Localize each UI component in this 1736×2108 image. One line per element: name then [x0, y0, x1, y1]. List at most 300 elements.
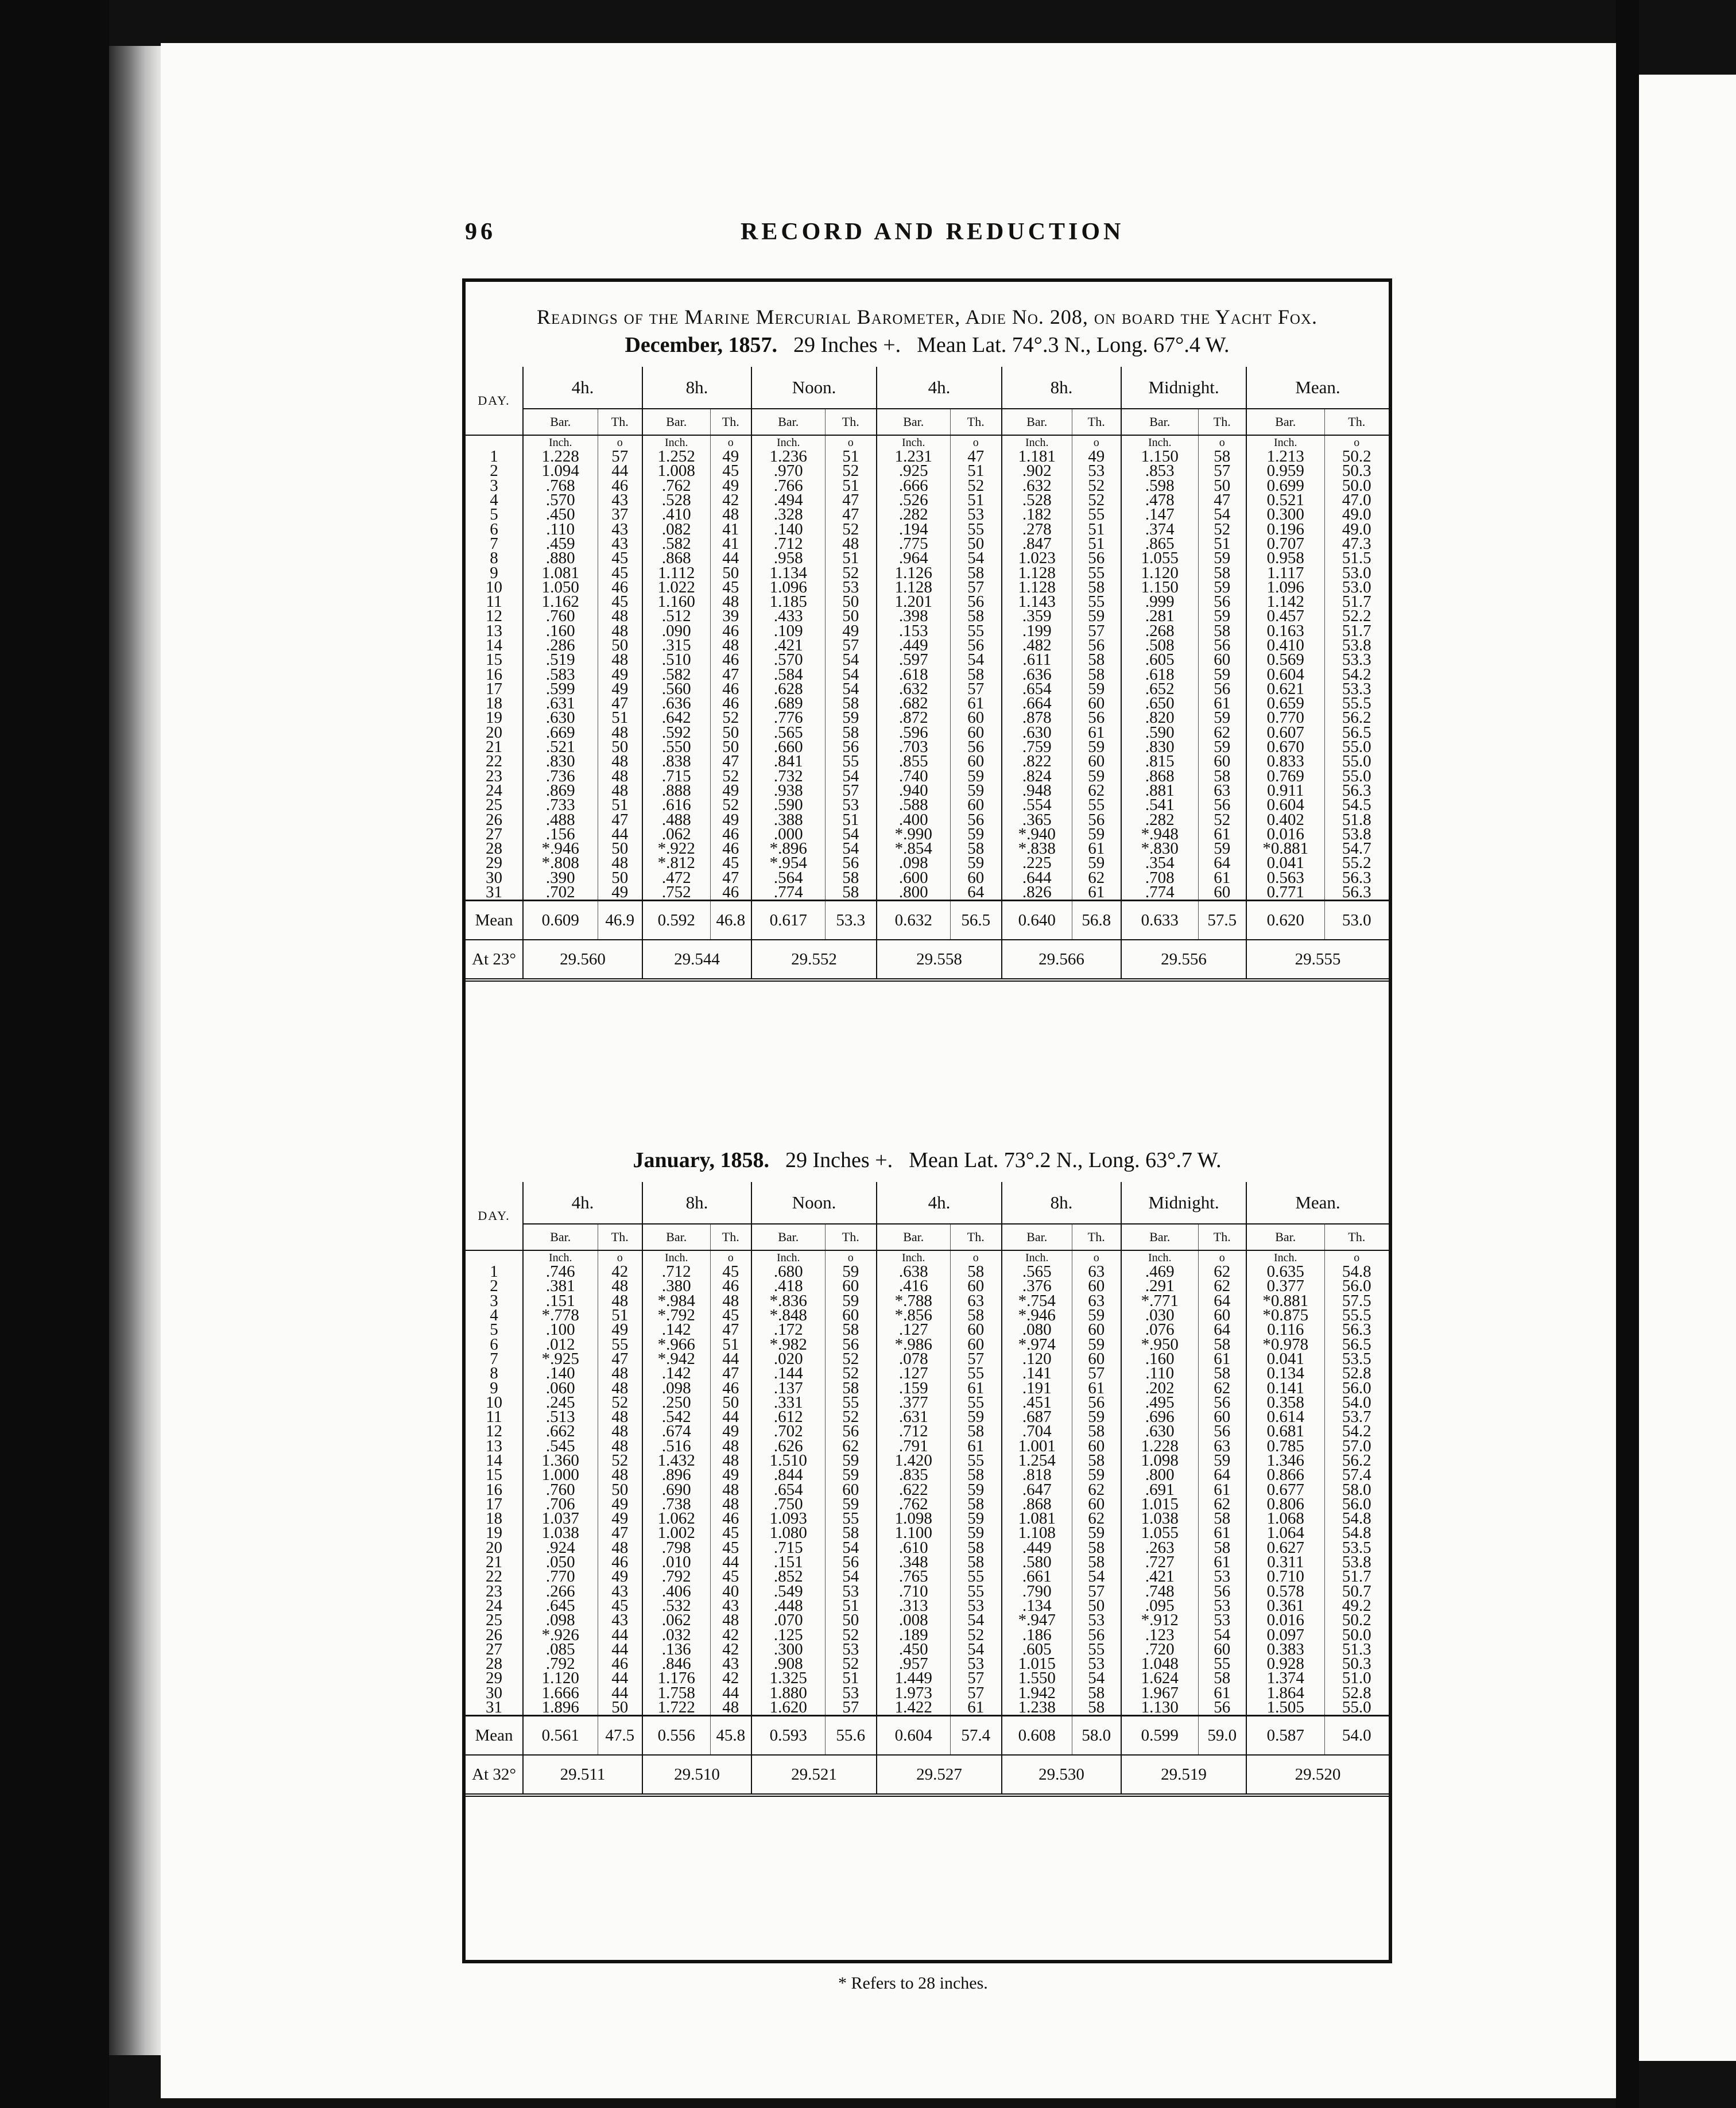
bar-cell: .156: [523, 827, 598, 842]
th-cell: 63: [1072, 1294, 1121, 1308]
day-cell: 29: [486, 854, 502, 873]
bar-cell: .286: [523, 638, 598, 653]
th-cell: 43: [710, 1599, 751, 1613]
bar-cell: .315: [642, 638, 710, 653]
bar-cell: .082: [642, 522, 710, 536]
bar-cell: 1.942: [1002, 1686, 1072, 1700]
bar-cell: .752: [642, 885, 710, 901]
day-cell: 21: [486, 738, 502, 757]
th-cell: 52: [825, 1410, 877, 1424]
day-cell: 16: [486, 665, 502, 684]
column-group-header: 4h.: [523, 367, 642, 409]
th-cell: 56: [950, 595, 1002, 609]
th-cell: 45: [710, 1308, 751, 1323]
day-cell: 26: [486, 1625, 502, 1644]
bar-cell: .798: [642, 1541, 710, 1555]
bar-subheader: Bar.: [751, 1224, 825, 1250]
th-cell: 56: [1072, 1628, 1121, 1642]
bar-cell: .225: [1002, 856, 1072, 870]
day-cell: 8: [490, 549, 498, 568]
bar-cell: 1.080: [751, 1526, 825, 1540]
th-cell: 51: [598, 711, 642, 725]
mean-th-cell: 57.4: [950, 1716, 1002, 1756]
bar-cell: 1.228: [523, 450, 598, 464]
th-cell: 58: [1072, 1541, 1121, 1555]
bar-cell: .513: [523, 1410, 598, 1424]
day-cell: 9: [490, 563, 498, 582]
column-group-header: 4h.: [877, 367, 1002, 409]
bar-cell: .136: [642, 1642, 710, 1657]
th-cell: 52.8: [1324, 1686, 1389, 1700]
th-subheader: Th.: [825, 1224, 877, 1250]
th-cell: 58: [1198, 769, 1246, 784]
day-cell: 31: [486, 1698, 502, 1717]
th-cell: 55: [1072, 507, 1121, 522]
bar-cell: .328: [751, 507, 825, 522]
bar-cell: 0.097: [1246, 1628, 1324, 1642]
bar-cell: 1.449: [877, 1671, 950, 1685]
bar-cell: *.848: [751, 1308, 825, 1323]
th-cell: 47: [710, 667, 751, 681]
th-cell: 46: [710, 1381, 751, 1395]
th-cell: 58: [950, 1541, 1002, 1555]
th-cell: 54: [825, 682, 877, 696]
bar-cell: .495: [1121, 1396, 1198, 1410]
bar-cell: 1.068: [1246, 1512, 1324, 1526]
bar-cell: 1.128: [1002, 580, 1072, 595]
day-cell: 3: [490, 1291, 498, 1310]
th-cell: 51: [598, 798, 642, 812]
th-cell: 50: [950, 537, 1002, 551]
bar-cell: .488: [642, 812, 710, 827]
th-cell: 48: [598, 754, 642, 769]
th-cell: 53.8: [1324, 1555, 1389, 1570]
th-subheader: Th.: [950, 1224, 1002, 1250]
bar-cell: .140: [523, 1366, 598, 1381]
th-cell: 58: [1198, 450, 1246, 464]
th-cell: 48: [598, 769, 642, 784]
th-cell: 45: [710, 464, 751, 478]
mean-bar-cell: 0.599: [1121, 1716, 1198, 1756]
bar-cell: 0.699: [1246, 479, 1324, 493]
th-cell: 57: [825, 638, 877, 653]
bar-cell: .628: [751, 682, 825, 696]
th-cell: 58: [1072, 580, 1121, 595]
bar-cell: .841: [751, 754, 825, 769]
unit-inch: Inch.: [523, 435, 598, 450]
bar-cell: .703: [877, 740, 950, 754]
bar-cell: .605: [1002, 1642, 1072, 1657]
bar-cell: *.925: [523, 1352, 598, 1366]
bar-cell: .151: [523, 1294, 598, 1308]
th-cell: 50: [710, 740, 751, 754]
day-cell: 6: [490, 520, 498, 538]
th-cell: 52.8: [1324, 1366, 1389, 1381]
th-cell: 56: [1072, 711, 1121, 725]
bar-cell: .482: [1002, 638, 1072, 653]
th-cell: 53: [825, 1584, 877, 1599]
th-cell: 48: [598, 609, 642, 623]
day-cell: 14: [486, 636, 502, 654]
bar-cell: *.788: [877, 1294, 950, 1308]
bar-cell: *.896: [751, 842, 825, 856]
reduced-value: 29.544: [642, 940, 751, 980]
th-cell: 60: [950, 711, 1002, 725]
inches-note: 29 Inches +.: [793, 333, 901, 357]
bar-cell: 0.041: [1246, 1352, 1324, 1366]
th-cell: 56.3: [1324, 1323, 1389, 1337]
th-cell: 58: [950, 565, 1002, 580]
bar-cell: .433: [751, 609, 825, 623]
bar-cell: .521: [523, 740, 598, 754]
day-cell: 5: [490, 505, 498, 524]
th-cell: 44: [598, 1686, 642, 1700]
bar-cell: .710: [877, 1584, 950, 1599]
th-cell: 55: [825, 1396, 877, 1410]
th-cell: 42: [710, 1642, 751, 1657]
bar-cell: .820: [1121, 711, 1198, 725]
bar-cell: .449: [1002, 1541, 1072, 1555]
th-cell: 48: [710, 1294, 751, 1308]
bar-cell: .144: [751, 1366, 825, 1381]
reduced-value: 29.555: [1246, 940, 1389, 980]
th-cell: 49: [710, 450, 751, 464]
inches-note: 29 Inches +.: [785, 1148, 893, 1172]
th-cell: 49: [598, 1323, 642, 1337]
th-subheader: Th.: [1198, 1224, 1246, 1250]
th-cell: 44: [598, 1628, 642, 1642]
bar-cell: 0.377: [1246, 1279, 1324, 1293]
th-cell: 51.0: [1324, 1671, 1389, 1685]
th-cell: 56: [950, 740, 1002, 754]
th-cell: 60: [825, 1279, 877, 1293]
bar-cell: 0.563: [1246, 871, 1324, 885]
th-cell: 56: [1072, 1396, 1121, 1410]
bar-cell: 1.130: [1121, 1700, 1198, 1716]
bar-cell: 1.142: [1246, 595, 1324, 609]
bar-cell: 0.635: [1246, 1265, 1324, 1279]
bar-subheader: Bar.: [1002, 1224, 1072, 1250]
th-cell: 45: [710, 1526, 751, 1540]
th-cell: 64: [1198, 1323, 1246, 1337]
th-cell: 48: [598, 1424, 642, 1439]
bar-cell: .970: [751, 464, 825, 478]
th-cell: 58: [1198, 1512, 1246, 1526]
bar-cell: .421: [1121, 1570, 1198, 1584]
day-cell: 16: [486, 1480, 502, 1499]
th-cell: 48: [598, 856, 642, 870]
th-cell: 47: [950, 450, 1002, 464]
reduced-row: [466, 1755, 1389, 1795]
bar-cell: .750: [751, 1497, 825, 1512]
th-cell: 60: [950, 754, 1002, 769]
bar-cell: .100: [523, 1323, 598, 1337]
bar-cell: 1.112: [642, 565, 710, 580]
th-cell: 49: [598, 1570, 642, 1584]
page-number: 96: [465, 219, 496, 245]
bar-cell: *0.978: [1246, 1337, 1324, 1351]
bar-cell: 0.569: [1246, 653, 1324, 667]
bar-cell: *.922: [642, 842, 710, 856]
bar-cell: 1.120: [1121, 565, 1198, 580]
th-cell: 47: [710, 871, 751, 885]
th-cell: 60: [1072, 1323, 1121, 1337]
th-cell: 53.5: [1324, 1541, 1389, 1555]
th-cell: 58: [950, 1265, 1002, 1279]
bar-cell: .660: [751, 740, 825, 754]
th-cell: 57: [950, 1352, 1002, 1366]
th-cell: 58: [1072, 1454, 1121, 1468]
th-cell: 58: [825, 1381, 877, 1395]
bar-cell: .365: [1002, 812, 1072, 827]
unit-degree: o: [1198, 1250, 1246, 1265]
th-cell: 55.0: [1324, 1700, 1389, 1716]
bar-cell: .160: [1121, 1352, 1198, 1366]
bar-cell: 1.128: [1002, 565, 1072, 580]
th-cell: 58: [825, 871, 877, 885]
th-cell: 55: [950, 522, 1002, 536]
month-caption-1: [466, 1148, 1389, 1173]
bar-cell: .597: [877, 653, 950, 667]
unit-degree: o: [1072, 435, 1121, 450]
th-cell: 48: [598, 1279, 642, 1293]
th-cell: 57: [1072, 624, 1121, 638]
bar-cell: .824: [1002, 769, 1072, 784]
bar-cell: .736: [523, 769, 598, 784]
bar-cell: .421: [751, 638, 825, 653]
th-cell: 52: [1198, 522, 1246, 536]
bar-cell: 1.008: [642, 464, 710, 478]
bar-cell: 1.120: [523, 1671, 598, 1685]
day-cell: 15: [486, 650, 502, 669]
bar-cell: .020: [751, 1352, 825, 1366]
bar-cell: 0.627: [1246, 1541, 1324, 1555]
mean-row: [466, 901, 1389, 940]
bar-cell: 0.958: [1246, 551, 1324, 565]
bar-cell: .151: [751, 1555, 825, 1570]
bar-cell: 0.677: [1246, 1482, 1324, 1497]
bar-cell: .450: [877, 1642, 950, 1657]
th-cell: 43: [598, 1613, 642, 1628]
bar-cell: 0.771: [1246, 885, 1324, 901]
th-cell: 47: [1198, 493, 1246, 507]
th-cell: 57: [598, 450, 642, 464]
mean-bar-cell: 0.561: [523, 1716, 598, 1756]
th-cell: 53.5: [1324, 1352, 1389, 1366]
bar-cell: 0.402: [1246, 812, 1324, 827]
th-cell: 61: [1198, 827, 1246, 842]
bar-cell: .760: [523, 1482, 598, 1497]
bar-cell: 0.806: [1246, 1497, 1324, 1512]
th-cell: 52: [825, 1657, 877, 1671]
bar-cell: 0.785: [1246, 1439, 1324, 1454]
day-cell: 19: [486, 1524, 502, 1543]
th-cell: 43: [598, 1584, 642, 1599]
th-subheader: Th.: [950, 409, 1002, 435]
bar-cell: .720: [1121, 1642, 1198, 1657]
mean-bar-cell: 0.633: [1121, 901, 1198, 940]
day-cell: 28: [486, 1654, 502, 1673]
bar-cell: .398: [877, 609, 950, 623]
th-cell: 54: [1072, 1671, 1121, 1685]
unit-inch: Inch.: [1246, 1250, 1324, 1265]
th-cell: 54: [950, 551, 1002, 565]
th-cell: 50: [1072, 1599, 1121, 1613]
th-cell: 59: [950, 769, 1002, 784]
th-cell: 49: [598, 682, 642, 696]
th-cell: 58: [1072, 667, 1121, 681]
bar-cell: .600: [877, 871, 950, 885]
bar-cell: .291: [1121, 1279, 1198, 1293]
bar-cell: .865: [1121, 537, 1198, 551]
column-group-header: 8h.: [642, 1182, 751, 1224]
th-cell: 47: [710, 754, 751, 769]
bar-cell: .715: [642, 769, 710, 784]
bar-cell: .032: [642, 1628, 710, 1642]
bar-cell: 0.604: [1246, 798, 1324, 812]
day-cell: 15: [486, 1466, 502, 1485]
bar-cell: 0.681: [1246, 1424, 1324, 1439]
bar-cell: 1.967: [1121, 1686, 1198, 1700]
unit-inch: Inch.: [1002, 1250, 1072, 1265]
th-cell: 59: [1198, 609, 1246, 623]
table-frame: [462, 278, 1392, 1963]
day-cell: 27: [486, 824, 502, 843]
bar-cell: .632: [877, 682, 950, 696]
bar-cell: 1.346: [1246, 1454, 1324, 1468]
th-cell: 50: [825, 1613, 877, 1628]
bar-cell: 1.973: [877, 1686, 950, 1700]
th-cell: 45: [710, 856, 751, 870]
th-cell: 54: [825, 653, 877, 667]
bar-cell: .691: [1121, 1482, 1198, 1497]
bar-cell: 1.150: [1121, 450, 1198, 464]
bar-cell: .123: [1121, 1628, 1198, 1642]
mean-th-cell: 55.6: [825, 1716, 877, 1756]
bar-cell: *.808: [523, 856, 598, 870]
day-cell: 5: [490, 1320, 498, 1339]
bar-cell: 0.710: [1246, 1570, 1324, 1584]
th-cell: 51.8: [1324, 812, 1389, 827]
th-cell: 54: [825, 1541, 877, 1555]
mean-bar-cell: 0.604: [877, 1716, 950, 1756]
bar-cell: .127: [877, 1323, 950, 1337]
bar-cell: .838: [642, 754, 710, 769]
th-cell: 54: [825, 842, 877, 856]
bar-cell: .712: [751, 537, 825, 551]
mean-th-cell: 57.5: [1198, 901, 1246, 940]
day-cell: 9: [490, 1378, 498, 1397]
reduced-label: At 32°: [466, 1755, 523, 1795]
bar-cell: .746: [523, 1265, 598, 1279]
day-cell: 23: [486, 766, 502, 785]
th-subheader: Th.: [710, 1224, 751, 1250]
day-cell: 27: [486, 1640, 502, 1658]
th-cell: 45: [710, 1265, 751, 1279]
bar-cell: .938: [751, 784, 825, 798]
th-cell: 59: [950, 1526, 1002, 1540]
th-cell: 59: [1198, 1454, 1246, 1468]
day-cell: 2: [490, 462, 498, 480]
day-cell: 17: [486, 1494, 502, 1513]
th-cell: 48: [710, 1454, 751, 1468]
bar-cell: 1.098: [877, 1512, 950, 1526]
bar-cell: 1.081: [523, 565, 598, 580]
bar-cell: .712: [877, 1424, 950, 1439]
unit-inch: Inch.: [523, 1250, 598, 1265]
th-cell: 61: [1072, 885, 1121, 901]
th-cell: 54: [825, 667, 877, 681]
bar-cell: .459: [523, 537, 598, 551]
bar-cell: 1.126: [877, 565, 950, 580]
unit-inch: Inch.: [642, 435, 710, 450]
bar-cell: 1.000: [523, 1468, 598, 1482]
bar-cell: 1.037: [523, 1512, 598, 1526]
th-cell: 50: [825, 595, 877, 609]
bar-cell: 1.620: [751, 1700, 825, 1716]
unit-inch: Inch.: [751, 1250, 825, 1265]
day-cell: 11: [486, 592, 502, 611]
bar-cell: 0.707: [1246, 537, 1324, 551]
bar-cell: .704: [1002, 1424, 1072, 1439]
bar-cell: .792: [642, 1570, 710, 1584]
th-cell: 52: [710, 769, 751, 784]
th-cell: 58: [950, 1424, 1002, 1439]
bar-cell: 1.360: [523, 1454, 598, 1468]
bar-cell: .160: [523, 624, 598, 638]
bar-cell: .708: [1121, 871, 1198, 885]
th-cell: 48: [598, 784, 642, 798]
bar-cell: .010: [642, 1555, 710, 1570]
bar-cell: .030: [1121, 1308, 1198, 1323]
th-cell: 53: [1198, 1613, 1246, 1628]
th-cell: 58: [1072, 653, 1121, 667]
th-cell: 56.0: [1324, 1381, 1389, 1395]
th-cell: 48: [598, 624, 642, 638]
day-header: DAY.: [466, 367, 523, 435]
bar-cell: .822: [1002, 754, 1072, 769]
bar-cell: .642: [642, 711, 710, 725]
th-cell: 59: [1072, 1410, 1121, 1424]
mean-th-cell: 47.5: [598, 1716, 642, 1756]
bar-cell: .636: [1002, 667, 1072, 681]
th-cell: 53: [1072, 1657, 1121, 1671]
bar-cell: 1.100: [877, 1526, 950, 1540]
header-row-groups: [466, 367, 1389, 409]
bar-cell: 0.358: [1246, 1396, 1324, 1410]
bar-cell: 1.758: [642, 1686, 710, 1700]
bar-cell: .376: [1002, 1279, 1072, 1293]
th-cell: 56.3: [1324, 784, 1389, 798]
th-cell: 49: [598, 1497, 642, 1512]
th-cell: 59: [1198, 551, 1246, 565]
bar-cell: .690: [642, 1482, 710, 1497]
bar-cell: .588: [877, 798, 950, 812]
th-cell: 60: [1072, 1497, 1121, 1512]
th-cell: 62: [1072, 871, 1121, 885]
bar-cell: 1.134: [751, 565, 825, 580]
th-cell: 59: [1198, 842, 1246, 856]
bar-cell: 1.023: [1002, 551, 1072, 565]
reduced-value: 29.558: [877, 940, 1002, 980]
bar-cell: .830: [523, 754, 598, 769]
th-cell: 48: [598, 1468, 642, 1482]
th-cell: 46: [710, 682, 751, 696]
th-cell: 42: [710, 493, 751, 507]
th-cell: 52: [598, 1454, 642, 1468]
th-cell: 59: [825, 1497, 877, 1512]
bar-cell: .194: [877, 522, 950, 536]
